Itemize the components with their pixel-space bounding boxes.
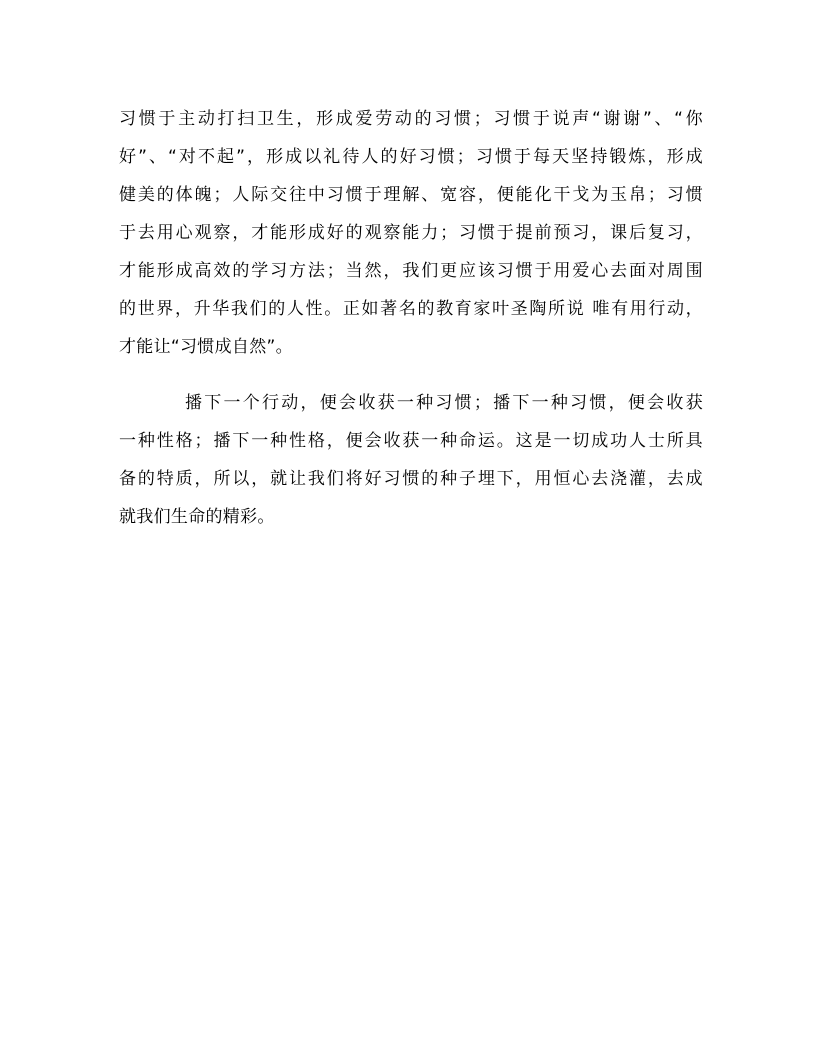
text-line: 好”、“对不起”，形成以礼待人的好习惯；习惯于每天坚持锻炼，形成 bbox=[119, 147, 703, 167]
text-line: 才能形成高效的学习方法；当然，我们更应该习惯于用爱心去面对周围 bbox=[119, 261, 703, 281]
text-line: 一种性格；播下一种性格，便会收获一种命运。这是一切成功人士所具 bbox=[119, 431, 703, 451]
text-line: 播下一个行动，便会收获一种习惯；播下一种习惯，便会收获 bbox=[185, 393, 703, 413]
text-line: 健美的体魄；人际交往中习惯于理解、宽容，便能化干戈为玉帛；习惯 bbox=[119, 185, 703, 205]
text-line: 于去用心观察，才能形成好的观察能力；习惯于提前预习，课后复习， bbox=[119, 223, 703, 243]
text-line: 才能让“习惯成自然”。 bbox=[119, 337, 293, 357]
text-line: 备的特质，所以，就让我们将好习惯的种子埋下，用恒心去浇灌，去成 bbox=[119, 469, 703, 489]
text-line: 就我们生命的精彩。 bbox=[119, 507, 275, 527]
text-line: 的世界，升华我们的人性。正如著名的教育家叶圣陶所说 唯有用行动， bbox=[119, 299, 703, 319]
paragraph-1 bbox=[119, 100, 703, 366]
paragraph-spacing bbox=[119, 366, 703, 384]
text-line: 习惯于主动打扫卫生，形成爱劳动的习惯；习惯于说声“谢谢”、“你 bbox=[119, 109, 703, 129]
paragraph-2 bbox=[119, 384, 703, 536]
document-body bbox=[119, 100, 703, 536]
